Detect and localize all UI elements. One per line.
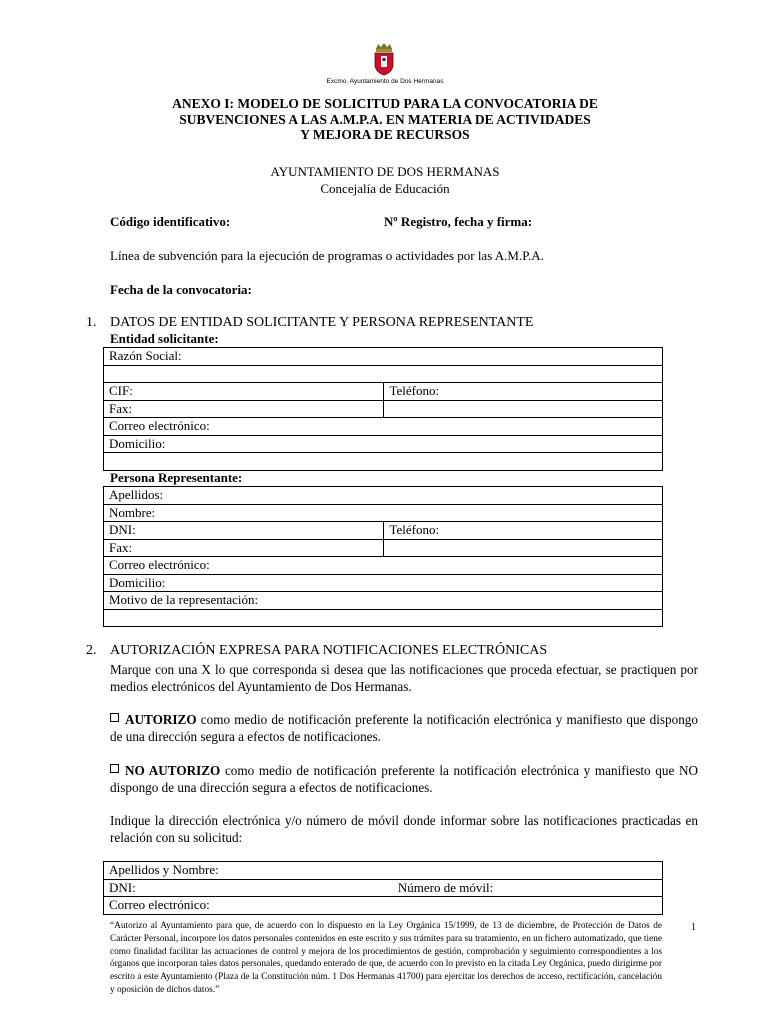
section-2-intro: Marque con una X lo que corresponda si desea que las notificaciones que proceda efectuar, se practiquen por medios electrónicos del Ayuntamiento de Dos Hermanas. (110, 662, 698, 694)
title-line: ANEXO I: MODELO DE SOLICITUD PARA LA CONVOCATORIA DE (172, 96, 598, 111)
razon-social-continuation[interactable] (104, 365, 663, 383)
notif-correo-field[interactable]: Correo electrónico: (104, 897, 663, 915)
title-line: Y MEJORA DE RECURSOS (300, 127, 470, 142)
autorizo-option (110, 711, 698, 745)
no-autorizo-text: como medio de notificación preferente la notificación electrónica y manifiesto que NO dispongo de una dirección segura a efectos de notificaciones. (110, 763, 698, 795)
persona-telefono-field[interactable]: Teléfono: (384, 522, 663, 540)
data-protection-note: “Autorizo al Ayuntamiento para que, de acuerdo con lo dispuesto en la Ley Orgánica 15/1999, de 13 de diciembre, de Protección de Datos de Carácter Personal, incorpore los datos personales contenidos en este escrito y sus trámites para su tratamiento, en un fichero automatizado, que tiene como finalidad facilitar las actuaciones de control y mejora de los procedimientos de gestión, comprobación y seguimiento correspondientes a los órganos que incorporan tales datos personales, quedando enterado de que, de acuerdo con lo previsto en la citada Ley Orgánica, puedo dirigirme por escrito a este Ayuntamiento (Plaza de la Constitución núm. 1 Dos Hermanas 41700) para ejercitar los derechos de acceso, rectificación, cancelación y oposición de dichos datos.” (110, 921, 662, 995)
entidad-fax-field[interactable]: Fax: (104, 400, 384, 418)
document-title (130, 96, 640, 143)
organization-name: AYUNTAMIENTO DE DOS HERMANAS (270, 164, 500, 179)
registro-label: Nº Registro, fecha y firma: (384, 214, 533, 229)
section-1-heading: DATOS DE ENTIDAD SOLICITANTE Y PERSONA REPRESENTANTE (110, 315, 534, 330)
movil-field[interactable]: Número de móvil: (393, 879, 663, 897)
entidad-correo-field[interactable]: Correo electrónico: (104, 418, 663, 436)
razon-social-field[interactable]: Razón Social: (104, 348, 663, 366)
no-autorizo-option (110, 762, 698, 796)
persona-heading: Persona Representante: (110, 470, 243, 485)
institution-caption: Excmo. Ayuntamiento de Dos Hermanas (326, 78, 444, 85)
persona-table (103, 486, 663, 627)
persona-dni-field[interactable]: DNI: (104, 522, 384, 540)
no-autorizo-label: NO AUTORIZO (125, 763, 221, 778)
entidad-table (103, 347, 663, 471)
notif-dni-field[interactable]: DNI: (104, 879, 393, 897)
entidad-blank-cell[interactable] (384, 400, 663, 418)
nombre-field[interactable]: Nombre: (104, 504, 663, 522)
autorizo-text: como medio de notificación preferente la notificación electrónica y manifiesto que dispongo de una dirección segura a efectos de notificaciones. (110, 712, 698, 744)
indique-text: Indique la dirección electrónica y/o número de móvil donde informar sobre las notificaciones practicadas en relación con su solicitud: (110, 813, 698, 845)
coat-of-arms-icon (372, 42, 396, 76)
motivo-representacion-field[interactable]: Motivo de la representación: (104, 592, 663, 610)
persona-domicilio-field[interactable]: Domicilio: (104, 574, 663, 592)
cif-field[interactable]: CIF: (104, 383, 384, 401)
page-number: 1 (691, 922, 696, 933)
entidad-telefono-field[interactable]: Teléfono: (384, 383, 663, 401)
notification-table (103, 861, 663, 915)
apellidos-nombre-field[interactable]: Apellidos y Nombre: (104, 862, 663, 880)
entidad-domicilio-continuation[interactable] (104, 453, 663, 471)
section-1-number: 1. (86, 315, 97, 330)
persona-fax-field[interactable]: Fax: (104, 539, 384, 557)
motivo-continuation[interactable] (104, 609, 663, 627)
codigo-identificativo-label: Código identificativo: (110, 214, 231, 229)
entidad-domicilio-field[interactable]: Domicilio: (104, 435, 663, 453)
no-autorizo-checkbox[interactable] (110, 764, 119, 773)
apellidos-field[interactable]: Apellidos: (104, 487, 663, 505)
persona-correo-field[interactable]: Correo electrónico: (104, 557, 663, 575)
persona-blank-cell[interactable] (384, 539, 663, 557)
section-2-number: 2. (86, 643, 97, 658)
entidad-heading: Entidad solicitante: (110, 331, 219, 346)
autorizo-label: AUTORIZO (125, 712, 197, 727)
autorizo-checkbox[interactable] (110, 713, 119, 722)
linea-subvencion-text: Línea de subvención para la ejecución de programas o actividades por las A.M.P.A. (110, 248, 544, 263)
section-2-heading: AUTORIZACIÓN EXPRESA PARA NOTIFICACIONES ELECTRÓNICAS (110, 643, 548, 658)
title-line: SUBVENCIONES A LAS A.M.P.A. EN MATERIA DE ACTIVIDADES (179, 111, 591, 127)
department-name: Concejalía de Educación (320, 181, 450, 196)
fecha-convocatoria-label: Fecha de la convocatoria: (110, 282, 252, 297)
